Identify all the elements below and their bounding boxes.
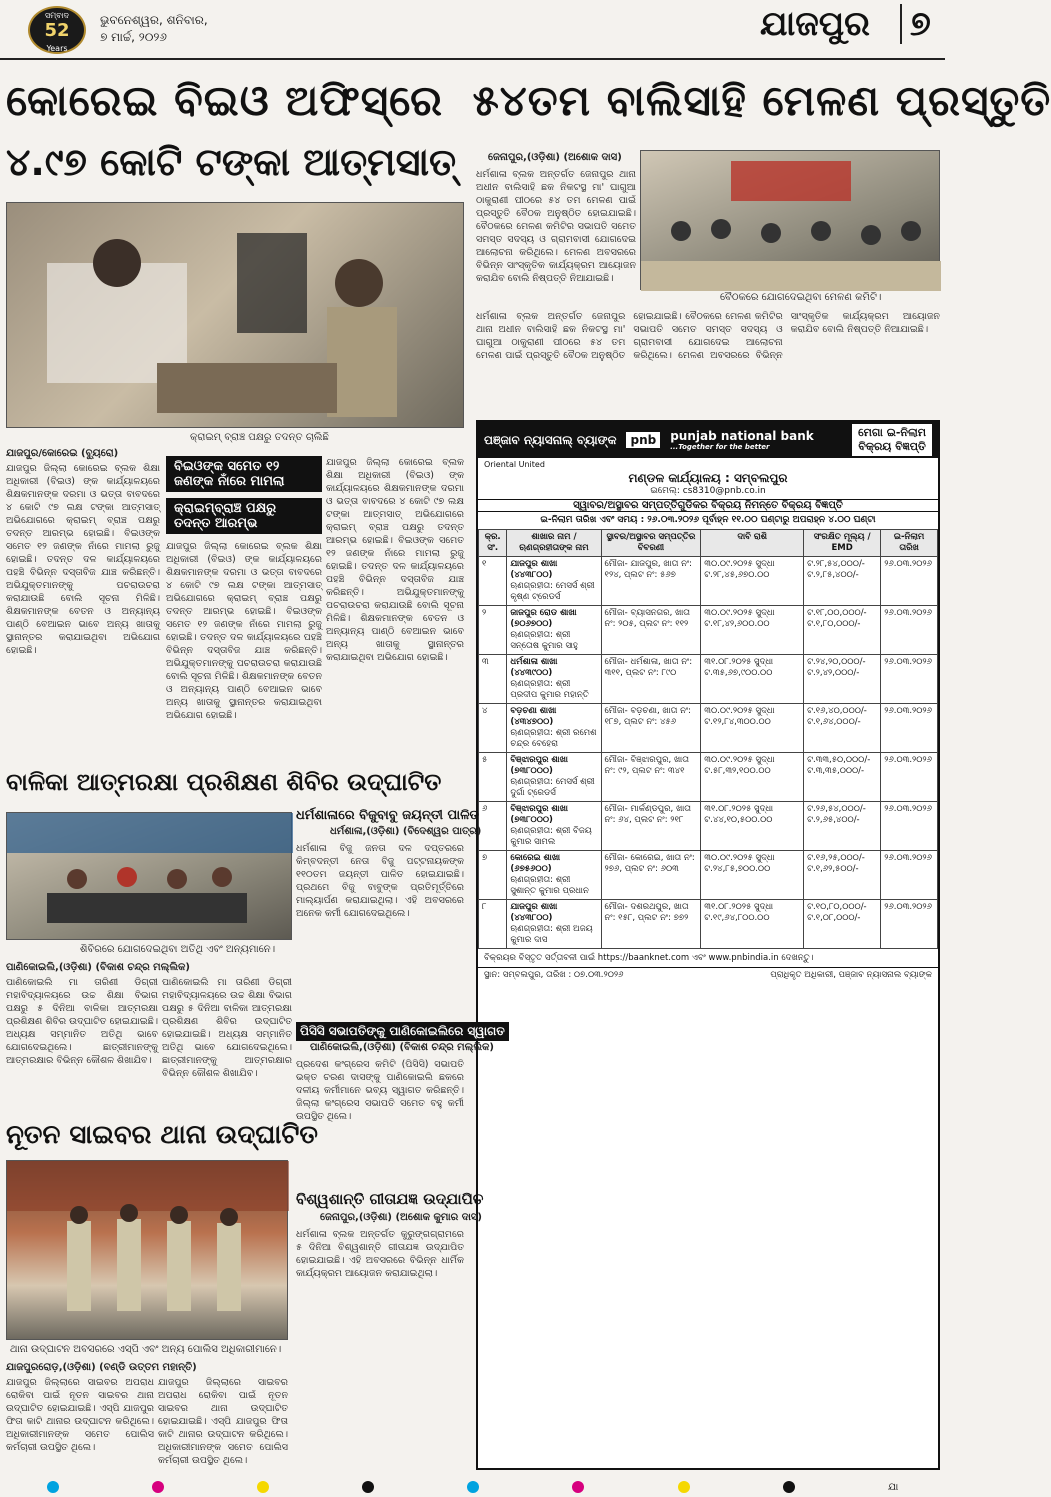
ad-borrower-name: ଋଣଗ୍ରହୀତା: ଶ୍ରୀ ରମେଶ ଚନ୍ଦ୍ର ବେହେରା — [510, 728, 597, 749]
ad-cell-reserve — [804, 900, 881, 949]
cyber-photo — [6, 1160, 288, 1340]
ad-borrower-name: ଋଣଗ୍ରହୀତା: ମେସର୍ସ ଶ୍ରୀ ଦୁର୍ଗା ଟ୍ରେଡର୍ସ — [510, 777, 595, 798]
pcc-headline: ପିସିସି ସଭାପତିଙ୍କୁ ପାଣିକୋଇଲିରେ ସ୍ୱାଗତ — [296, 1022, 509, 1041]
reg-mark-cyan-2 — [467, 1481, 479, 1493]
ad-bank-english-text: punjab national bank — [670, 429, 814, 443]
ad-notice-title-1: ମେଗା ଇ-ନିଲାମ — [858, 426, 926, 439]
ad-cell-reserve — [804, 753, 881, 802]
ad-emd: ଟ.୨,୮୫,୪୦୦/- — [807, 570, 859, 580]
registration-marks — [0, 1478, 945, 1496]
lead-box-2-text: କ୍ରାଇମ୍‌ବ୍ରାଞ୍ଚ ପକ୍ଷରୁ ତଦନ୍ତ ଆରମ୍ଭ — [166, 498, 322, 534]
ad-cell-branch — [507, 900, 601, 949]
masthead-logo — [28, 6, 86, 54]
masthead-years-label: Years — [46, 44, 68, 53]
ad-cell-no: ୪ — [479, 704, 507, 753]
pcc-byline: ପାଣିକୋଇଲି,(ଓଡ଼ିଶା) (ବିକାଶ ଚନ୍ଦ୍ର ମଲ୍ଲିକ) — [310, 1042, 494, 1053]
ad-emd: ଟ.୩,୩୫,୦୦୦/- — [807, 766, 865, 776]
self-defence-body: ପାଣିକୋଇଲି ମା ତାରିଣୀ ଡିଗ୍ରୀ ମହାବିଦ୍ୟାଳୟରେ ଉଚ୍ଚ ଶିକ୍ଷା ବିଭାଗ ପକ୍ଷରୁ ୫ ଦିନିଆ ବାଳିକା ଆତ୍ମରକ୍ଷା ପ୍ରଶିକ୍ଷଣ ଶିବିର ଉଦ୍‌ଘାଟିତ ହୋଇଯାଇଛି। ଅଧ୍ୟକ୍ଷ ସମ୍ମାନିତ ଅତିଥି ଭାବେ ଯୋଗଦେଇଥିଲେ। ଛାତ୍ରୀମାନଙ୍କୁ ଆତ୍ମରକ୍ଷାର ବିଭିନ୍ନ କୌଶଳ ଶିଖାଯିବ। — [6, 977, 158, 1066]
ad-emd: ଟ.୨,୪୨,୦୦୦/- — [807, 668, 860, 678]
ad-cell-no: ୮ — [479, 900, 507, 949]
ad-table-row — [479, 606, 938, 655]
ad-signatory: ପ୍ରାଧିକୃତ ଅଧିକାରୀ, ପଞ୍ଜାବ ନ୍ୟାସନାଲ ବ୍ୟାଙ୍କ — [770, 970, 932, 980]
self-defence-headline: ବାଳିକା ଆତ୍ମରକ୍ଷା ପ୍ରଶିକ୍ଷଣ ଶିବିର ଉଦ୍‌ଘାଟିତ — [6, 768, 442, 796]
ad-cell-dues: ୩୧.୦୮.୨୦୨୫ ସୁଦ୍ଧା ଟ.୪୪,୧୦,୫୦୦.୦୦ — [701, 802, 804, 851]
bijubabu-body: ଧର୍ମଶାଳା ବିଜୁ ଜନତା ଦଳ ଦପ୍ତରରେ କିମ୍ବଦନ୍ତୀ ନେତା ବିଜୁ ପଟ୍ଟନାୟକଙ୍କ ୧୧୦ତମ ଜୟନ୍ତୀ ପାଳିତ ହୋଇଯାଇଛି। ପ୍ରଥମେ ବିଜୁ ବାବୁଙ୍କ ପ୍ରତିମୂର୍ତ୍ତିରେ ମାଲ୍ୟାର୍ପଣ କରାଯାଇଥିଲା। ଏହି ଅବସରରେ ଅନେକ କର୍ମୀ ଯୋଗଦେଇଥିଲେ। — [296, 843, 464, 919]
ad-table-row — [479, 557, 938, 606]
ad-cell-branch — [507, 802, 601, 851]
ad-cell-no: ୫ — [479, 753, 507, 802]
lead-box-1 — [166, 456, 322, 492]
ad-col-dues: ଦାବି ରାଶି — [701, 530, 804, 557]
ad-cell-date: ୨୬.୦୩.୨୦୨୬ — [881, 900, 938, 949]
dateline-line2: ୭ ମାର୍ଚ୍ଚ, ୨୦୨୬ — [100, 30, 167, 44]
lead-photo-caption: କ୍ରାଇମ୍ ବ୍ରାଞ୍ଚ ପକ୍ଷରୁ ତଦନ୍ତ ଚାଲିଛି — [190, 432, 329, 443]
ad-cell-reserve — [804, 704, 881, 753]
ad-branch-name: ଯାଜପୁର ଶାଖା (୪୪୩୮୦୦) — [510, 902, 558, 923]
cyber-body: ଯାଜପୁର ଜିଲ୍ଲାରେ ସାଇବର ଅପରାଧ ରୋକିବା ପାଇଁ ନୂତନ ସାଇବର ଥାନା ଉଦ୍‌ଘାଟିତ ହୋଇଯାଇଛି। ଏସ୍‌ପି ଯାଜପୁର ଫିତା କାଟି ଥାନାର ଉଦ୍‌ଘାଟନ କରିଥିଲେ। ଅଧିକାରୀମାନଙ୍କ ସମେତ ପୋଲିସ କର୍ମଚାରୀ ଉପସ୍ଥିତ ଥିଲେ। — [6, 1377, 154, 1453]
lead-body: ଯାଜପୁର ଜିଲ୍ଲା କୋରେଇ ବ୍ଲକ ଶିକ୍ଷା ଅଧିକାରୀ (ବିଇଓ) ଙ୍କ କାର୍ଯ୍ୟାଳୟରେ ଶିକ୍ଷକମାନଙ୍କ ଦରମା ଓ ଭତ୍ତା ବାବଦରେ ୪ କୋଟି ୯୭ ଲକ୍ଷ ଟଙ୍କା ଆତ୍ମସାତ୍ ଅଭିଯୋଗରେ କ୍ରାଇମ୍ ବ୍ରାଞ୍ଚ ପକ୍ଷରୁ ତଦନ୍ତ ଆରମ୍ଭ ହୋଇଛି। ବିଇଓଙ୍କ ସମେତ ୧୨ ଜଣଙ୍କ ନାଁରେ ମାମଲା ରୁଜୁ ହୋଇଛି। ତଦନ୍ତ ଦଳ କାର୍ଯ୍ୟାଳୟରେ ପହଞ୍ଚି ବିଭିନ୍ନ ଦସ୍ତାବିଜ ଯାଞ୍ଚ କରିଛନ୍ତି। ଅଭିଯୁକ୍ତମାନଙ୍କୁ ପଚରାଉଚରା କରାଯାଉଛି ବୋଲି ସୂଚନା ମିଳିଛି। ଶିକ୍ଷକମାନଙ୍କ ବେତନ ଓ ଅନ୍ୟାନ୍ୟ ପାଣ୍ଠି ବେଆଇନ ଭାବେ ଅନ୍ୟ ଖାତାକୁ ସ୍ଥାନାନ୍ତର କରାଯାଇଥିବା ଅଭିଯୋଗ ହୋଇଛି। — [6, 463, 160, 656]
cyber-caption: ଥାନା ଉଦ୍‌ଘାଟନ ଅବସରରେ ଏସ୍‌ପି ଏବଂ ଅନ୍ୟ ପୋଲିସ ଅଧିକାରୀମାନେ। — [10, 1344, 282, 1355]
lead-photo-illustration — [7, 203, 465, 429]
ad-cell-property: ମୌଜା- ଧର୍ମଶାଳା, ଖାତା ନଂ: ୩୧୧, ପ୍ଲଟ ନଂ: ୮୯୦ — [601, 655, 701, 704]
self-defence-caption: ଶିବିରରେ ଯୋଗଦେଇଥିବା ଅତିଥି ଏବଂ ଅନ୍ୟମାନେ। — [80, 944, 276, 955]
self-defence-byline: ପାଣିକୋଇଲି,(ଓଡ଼ିଶା) (ବିକାଶ ଚନ୍ଦ୍ର ମଲ୍ଲିକ) — [6, 962, 190, 973]
cyber-body-2: ଯାଜପୁର ଜିଲ୍ଲାରେ ସାଇବର ଅପରାଧ ରୋକିବା ପାଇଁ ନୂତନ ସାଇବର ଥାନା ଉଦ୍‌ଘାଟିତ ହୋଇଯାଇଛି। ଏସ୍‌ପି ଯାଜପୁର ଫିତା କାଟି ଥାନାର ଉଦ୍‌ଘାଟନ କରିଥିଲେ। ଅଧିକାରୀମାନଙ୍କ ସମେତ ପୋଲିସ କର୍ମଚାରୀ ଉପସ୍ଥିତ ଥିଲେ। — [158, 1377, 288, 1466]
ad-bank-odia: ପଞ୍ଜାବ ନ୍ୟାସନାଲ୍ ବ୍ୟାଙ୍କ — [484, 432, 617, 447]
lead-box-1-text: ବିଇଓଙ୍କ ସମେତ ୧୨ ଜଣଙ୍କ ନାଁରେ ମାମଲା — [166, 456, 322, 492]
bijubabu-headline: ଧର୍ମଶାଳାରେ ବିଜୁବାବୁ ଜୟନ୍ତୀ ପାଳିତ — [296, 808, 479, 823]
gita-body: ଧର୍ମଶାଳା ବ୍ଲକ ଅନ୍ତର୍ଗତ କୁରୁଙ୍ଗଗ୍ରାମରେ ୫ ଦିନିଆ ବିଶ୍ୱଶାନ୍ତି ଗୀତାଯଜ୍ଞ ଉଦ୍‌ଯାପିତ ହୋଇଯାଇଛି। ଏହି ଅବସରରେ ବିଭିନ୍ନ ଧାର୍ମିକ କାର୍ଯ୍ୟକ୍ରମ ଆୟୋଜନ କରାଯାଇଥିଲା। — [296, 1229, 464, 1279]
ad-table-row — [479, 655, 938, 704]
ad-branch-name: ଧର୍ମଶାଳା ଶାଖା (୪୪୩୯୦୦) — [510, 657, 558, 678]
ad-notice-title-2: ବିକ୍ରୟ ବିଜ୍ଞପ୍ତି — [858, 440, 926, 453]
ad-emd: ଟ.୧,୬୨,୫୦୦/- — [807, 864, 859, 874]
balisahi-photo-illustration — [641, 151, 941, 291]
ad-table-body — [479, 557, 938, 949]
ad-cell-branch — [507, 606, 601, 655]
ad-reserve-price: ଟ.୨୮,୫୪,୦୦୦/- — [807, 559, 865, 569]
ad-merged-banks: Oriental United — [484, 460, 545, 469]
ad-col-property: ସ୍ଥାବର/ଅସ୍ଥାବର ସମ୍ପତ୍ତିର ବିବରଣୀ — [601, 530, 701, 557]
dateline — [100, 12, 208, 46]
ad-branch-name: ବଡ଼ଚଣା ଶାଖା (୪୩୪୭୦୦) — [510, 706, 557, 727]
ad-col-date: ଇ-ନିଲାମ ତାରିଖ — [881, 530, 938, 557]
ad-reserve-price: ଟ.୨୪,୨୦,୦୦୦/- — [807, 657, 866, 667]
reg-mark-yellow — [257, 1481, 269, 1493]
ad-branch-name: ଯାଜପୁର ଶାଖା (୪୪୩୮୦୦) — [510, 559, 558, 580]
ad-bank-english — [670, 429, 814, 451]
ad-table-row — [479, 802, 938, 851]
pnb-logo-icon: pnb — [626, 432, 660, 448]
ad-col-reserve: ସଂରକ୍ଷିତ ମୂଲ୍ୟ / EMD — [804, 530, 881, 557]
ad-cell-date: ୨୬.୦୩.୨୦୨୬ — [881, 557, 938, 606]
ad-cell-property: ମୌଜା- ବଡ଼ଚଣା, ଖାତା ନଂ: ୧୮୭, ପ୍ଲଟ ନଂ: ୪୫୬ — [601, 704, 701, 753]
ad-cell-no: ୭ — [479, 851, 507, 900]
page-code: ଯା — [887, 1481, 899, 1493]
self-defence-body-2: ପାଣିକୋଇଲି ମା ତାରିଣୀ ଡିଗ୍ରୀ ମହାବିଦ୍ୟାଳୟରେ ଉଚ୍ଚ ଶିକ୍ଷା ବିଭାଗ ପକ୍ଷରୁ ୫ ଦିନିଆ ବାଳିକା ଆତ୍ମରକ୍ଷା ପ୍ରଶିକ୍ଷଣ ଶିବିର ଉଦ୍‌ଘାଟିତ ହୋଇଯାଇଛି। ଅଧ୍ୟକ୍ଷ ସମ୍ମାନିତ ଅତିଥି ଭାବେ ଯୋଗଦେଇଥିଲେ। ଛାତ୍ରୀମାନଙ୍କୁ ଆତ୍ମରକ୍ଷାର ବିଭିନ୍ନ କୌଶଳ ଶିଖାଯିବ। — [162, 977, 292, 1079]
ad-cell-dues: ୩୧.୦୮.୨୦୨୫ ସୁଦ୍ଧା ଟ.୧୯,୬୪,୮୦୦.୦୦ — [701, 900, 804, 949]
ad-reserve-price: ଟ.୨୬,୫୪,୦୦୦/- — [807, 804, 866, 814]
ad-cell-branch — [507, 753, 601, 802]
ad-cell-no: ୩ — [479, 655, 507, 704]
balisahi-headline: ୫୪ତମ ବାଲିସାହି ମେଳଣ ପ୍ରସ୍ତୁତି — [472, 76, 1051, 125]
gita-headline: ବିଶ୍ୱଶାନ୍ତି ଗୀତାଯଜ୍ଞ ଉଦ୍‌ଯାପିତ — [296, 1190, 484, 1208]
self-defence-photo-illustration — [7, 813, 293, 941]
ad-cell-branch — [507, 655, 601, 704]
balisahi-photo-caption: ବୈଠକରେ ଯୋଗଦେଇଥିବା ମେଳଣ କମିଟି। — [720, 292, 882, 303]
ad-cell-dues: ୩୦.୦୯.୨୦୨୫ ସୁଦ୍ଧା ଟ.୨୪,୮୫,୭୦୦.୦୦ — [701, 851, 804, 900]
gita-byline: ଜେନାପୁର,(ଓଡ଼ିଶା) (ଅଶୋକ କୁମାର ଦାସ) — [320, 1212, 482, 1223]
ad-reserve-price: ଟ.୧୬,୨୫,୦୦୦/- — [807, 853, 865, 863]
reg-mark-cyan — [47, 1481, 59, 1493]
ad-cell-property: ମୌଜା- ବ୍ୟାସନଗର, ଖାତା ନଂ: ୨୦୫, ପ୍ଲଟ ନଂ: ୧୧୨ — [601, 606, 701, 655]
reg-mark-magenta — [152, 1481, 164, 1493]
ad-cell-date: ୨୬.୦୩.୨୦୨୬ — [881, 606, 938, 655]
ad-emd: ଟ.୧,୮୦,୦୦୦/- — [807, 619, 861, 629]
ad-cell-reserve — [804, 802, 881, 851]
bijubabu-byline: ଧର୍ମଶାଳା,(ଓଡ଼ିଶା) (ବିଦେଶ୍ୱର ପାତ୍ର) — [330, 826, 482, 837]
masthead-years: 52 — [44, 20, 70, 41]
ad-cell-branch — [507, 851, 601, 900]
cyber-byline: ଯାଜପୁରରୋଡ଼,(ଓଡ଼ିଶା) (ବଣ୍ଡି ଉତ୍ତମ ମହାନ୍ତି) — [6, 1362, 197, 1373]
ad-footer-note: ବିକ୍ରୟର ବିସ୍ତୃତ ସର୍ତ୍ତାବଳୀ ପାଇଁ https://baanknet.com ଏବଂ www.pnbindia.in ଦେଖନ୍ତୁ। — [484, 953, 814, 963]
ad-emd: ଟ.୨,୬୫,୪୦୦/- — [807, 815, 860, 825]
ad-cell-dues: ୩୦.୦୯.୨୦୨୫ ସୁଦ୍ଧା ଟ.୫୮,୩୨,୧୦୦.୦୦ — [701, 753, 804, 802]
ad-reserve-price: ଟ.୧୦,୮୦,୦୦୦/- — [807, 902, 867, 912]
lead-byline: ଯାଜପୁର/କୋରେଇ (ବ୍ୟୁରୋ) — [6, 448, 119, 459]
ad-cell-dues: ୩୧.୦୮.୨୦୨୫ ସୁଦ୍ଧା ଟ.୩୫,୬୭,୯୦୦.୦୦ — [701, 655, 804, 704]
balisahi-photo — [640, 150, 940, 290]
ad-cell-property: ମୌଜା- ଯାଜପୁର, ଖାତା ନଂ: ୧୨୪, ପ୍ଲଟ ନଂ: ୫୬୭ — [601, 557, 701, 606]
cyber-headline: ନୂତନ ସାଇବର ଥାନା ଉଦ୍‌ଘାଟିତ — [6, 1120, 318, 1150]
ad-cell-date: ୨୬.୦୩.୨୦୨୬ — [881, 655, 938, 704]
balisahi-body: ଧର୍ମଶାଳା ବ୍ଲକ ଅନ୍ତର୍ଗତ ଜେନାପୁର ଥାନା ଅଧୀନ ବାଲିସାହି ଛକ ନିକଟସ୍ଥ ମା' ଘାଗୁଆ ଠାକୁରାଣୀ ପୀଠରେ ୫୪ ତମ ମେଳଣ ପାଇଁ ପ୍ରସ୍ତୁତି ବୈଠକ ଅନୁଷ୍ଠିତ ହୋଇଯାଇଛି। ବୈଠକରେ ମେଳଣ କମିଟିର ସଭାପତି ସମେତ ସମସ୍ତ ସଦସ୍ୟ ଓ ଗ୍ରାମବାସୀ ଯୋଗଦେଇ ଆଲୋଚନା କରିଥିଲେ। ମେଳଣ ଅବସରରେ ବିଭିନ୍ନ ସାଂସ୍କୃତିକ କାର୍ଯ୍ୟକ୍ରମ ଆୟୋଜନ କରାଯିବ ବୋଲି ନିଷ୍ପତ୍ତି ନିଆଯାଇଛି। — [476, 169, 636, 284]
ad-notice-title — [852, 424, 932, 456]
ad-table-header — [479, 530, 938, 557]
ad-auction-table — [478, 529, 938, 949]
ad-emd: ଟ.୧,୬୪,୦୦୦/- — [807, 717, 861, 727]
district-name: ଯାଜପୁର — [760, 4, 870, 44]
self-defence-photo — [6, 812, 292, 940]
ad-tagline: ...Together for the better — [670, 443, 770, 451]
masthead-brand: ସମ୍ବାଦ — [45, 11, 69, 20]
ad-cell-dues: ୩୦.୦୯.୨୦୨୫ ସୁଦ୍ଧା ଟ.୧୮,୪୨,୬୦୦.୦୦ — [701, 606, 804, 655]
ad-contact: ଇମେଲ୍: cs8310@pnb.co.in — [650, 486, 766, 496]
dateline-line1: ଭୁବନେଶ୍ୱର, ଶନିବାର, — [100, 13, 208, 27]
ad-borrower-name: ଋଣଗ୍ରହୀତା: ଶ୍ରୀ ଅଜୟ କୁମାର ଦାସ — [510, 924, 593, 945]
ad-cell-property: ମୌଜା- ମାର୍କଣ୍ଡପୁର, ଖାତା ନଂ: ୬୪, ପ୍ଲଟ ନଂ: ୨୧୮ — [601, 802, 701, 851]
ad-cell-no: ୧ — [479, 557, 507, 606]
ad-auction-date: ଇ-ନିଲାମ ତାରିଖ ଏବଂ ସମୟ : ୨୬.୦୩.୨୦୨୬ ପୂର୍ବାହ୍ନ ୧୧.୦୦ ଘଣ୍ଟାରୁ ଅପରାହ୍ନ ୪.୦୦ ଘଣ୍ଟା — [540, 515, 876, 525]
ad-cell-property: ମୌଜା- ଦଶରଥପୁର, ଖାତା ନଂ: ୧୫୮, ପ୍ଲଟ ନଂ: ୭୭୨ — [601, 900, 701, 949]
ad-table-row — [479, 851, 938, 900]
cyber-photo-illustration — [7, 1161, 289, 1341]
ad-cell-date: ୨୬.୦୩.୨୦୨୬ — [881, 753, 938, 802]
ad-reserve-price: ଟ.୧୮,୦୦,୦୦୦/- — [807, 608, 867, 618]
ad-cell-reserve — [804, 606, 881, 655]
ad-cell-dues: ୩୦.୦୯.୨୦୨୫ ସୁଦ୍ଧା ଟ.୧୨,୮୪,୩୦୦.୦୦ — [701, 704, 804, 753]
ad-cell-no: ୬ — [479, 802, 507, 851]
ad-cell-property: ମୌଜା- ବିଞ୍ଝାରପୁର, ଖାତା ନଂ: ୯୨, ପ୍ଲଟ ନଂ: ୩୪୧ — [601, 753, 701, 802]
ad-table-row — [479, 900, 938, 949]
ad-cell-no: ୨ — [479, 606, 507, 655]
ad-cell-branch — [507, 704, 601, 753]
page-number: ୭ — [900, 4, 931, 44]
lead-headline-korei: କୋରେଇ ବିଇଓ ଅଫିସ୍‌ରେ — [6, 76, 443, 125]
ad-col-no: କ୍ର. ସଂ. — [479, 530, 507, 557]
ad-office: ମଣ୍ଡଳ କାର୍ଯ୍ୟାଳୟ : ସମ୍ବଲପୁର — [628, 471, 788, 485]
ad-borrower-name: ଋଣଗ୍ରହୀତା: ଶ୍ରୀ ବିଜୟ କୁମାର ସାମଲ — [510, 826, 592, 847]
lead-headline-2: ୪.୯୭ କୋଟି ଟଙ୍କା ଆତ୍ମସାତ୍ — [6, 140, 457, 184]
ad-cell-date: ୨୬.୦୩.୨୦୨୬ — [881, 851, 938, 900]
lead-body-continued: ଯାଜପୁର ଜିଲ୍ଲା କୋରେଇ ବ୍ଲକ ଶିକ୍ଷା ଅଧିକାରୀ (ବିଇଓ) ଙ୍କ କାର୍ଯ୍ୟାଳୟରେ ଶିକ୍ଷକମାନଙ୍କ ଦରମା ଓ ଭତ୍ତା ବାବଦରେ ୪ କୋଟି ୯୭ ଲକ୍ଷ ଟଙ୍କା ଆତ୍ମସାତ୍ ଅଭିଯୋଗରେ କ୍ରାଇମ୍ ବ୍ରାଞ୍ଚ ପକ୍ଷରୁ ତଦନ୍ତ ଆରମ୍ଭ ହୋଇଛି। ବିଇଓଙ୍କ ସମେତ ୧୨ ଜଣଙ୍କ ନାଁରେ ମାମଲା ରୁଜୁ ହୋଇଛି। ତଦନ୍ତ ଦଳ କାର୍ଯ୍ୟାଳୟରେ ପହଞ୍ଚି ବିଭିନ୍ନ ଦସ୍ତାବିଜ ଯାଞ୍ଚ କରିଛନ୍ତି। ଅଭିଯୁକ୍ତମାନଙ୍କୁ ପଚରାଉଚରା କରାଯାଉଛି ବୋଲି ସୂଚନା ମିଳିଛି। ଶିକ୍ଷକମାନଙ୍କ ବେତନ ଓ ଅନ୍ୟାନ୍ୟ ପାଣ୍ଠି ବେଆଇନ ଭାବେ ଅନ୍ୟ ଖାତାକୁ ସ୍ଥାନାନ୍ତର କରାଯାଇଥିବା ଅଭିଯୋଗ ହୋଇଛି। — [166, 541, 322, 721]
reg-mark-black-2 — [783, 1481, 795, 1493]
ad-cell-date: ୨୬.୦୩.୨୦୨୬ — [881, 802, 938, 851]
lead-headline-1 — [6, 76, 1051, 126]
ad-subject: ସ୍ୱାବର/ଅସ୍ଥାବର ସମ୍ପତ୍ତିଗୁଡିକର ବିକ୍ରୟ ନିମନ୍ତେ ବିକ୍ରୟ ବିଜ୍ଞପ୍ତି — [478, 499, 938, 512]
ad-cell-reserve — [804, 851, 881, 900]
lead-body-column-3: ଯାଜପୁର ଜିଲ୍ଲା କୋରେଇ ବ୍ଲକ ଶିକ୍ଷା ଅଧିକାରୀ (ବିଇଓ) ଙ୍କ କାର୍ଯ୍ୟାଳୟରେ ଶିକ୍ଷକମାନଙ୍କ ଦରମା ଓ ଭତ୍ତା ବାବଦରେ ୪ କୋଟି ୯୭ ଲକ୍ଷ ଟଙ୍କା ଆତ୍ମସାତ୍ ଅଭିଯୋଗରେ କ୍ରାଇମ୍ ବ୍ରାଞ୍ଚ ପକ୍ଷରୁ ତଦନ୍ତ ଆରମ୍ଭ ହୋଇଛି। ବିଇଓଙ୍କ ସମେତ ୧୨ ଜଣଙ୍କ ନାଁରେ ମାମଲା ରୁଜୁ ହୋଇଛି। ତଦନ୍ତ ଦଳ କାର୍ଯ୍ୟାଳୟରେ ପହଞ୍ଚି ବିଭିନ୍ନ ଦସ୍ତାବିଜ ଯାଞ୍ଚ କରିଛନ୍ତି। ଅଭିଯୁକ୍ତମାନଙ୍କୁ ପଚରାଉଚରା କରାଯାଉଛି ବୋଲି ସୂଚନା ମିଳିଛି। ଶିକ୍ଷକମାନଙ୍କ ବେତନ ଓ ଅନ୍ୟାନ୍ୟ ପାଣ୍ଠି ବେଆଇନ ଭାବେ ଅନ୍ୟ ଖାତାକୁ ସ୍ଥାନାନ୍ତର କରାଯାଇଥିବା ଅଭିଯୋଗ ହୋଇଛି। — [326, 457, 464, 663]
ad-branch-name: କୋରେଇ ଶାଖା (୬୭୫୬୦୦) — [510, 853, 561, 874]
ad-cell-dues: ୩୦.୦୯.୨୦୨୫ ସୁଦ୍ଧା ଟ.୨୮,୪୫,୬୭୦.୦୦ — [701, 557, 804, 606]
ad-borrower-name: ଋଣଗ୍ରହୀତା: ଶ୍ରୀ ପ୍ରଦୀପ କୁମାର ମହାନ୍ତି — [510, 679, 589, 700]
ad-borrower-name: ଋଣଗ୍ରହୀତା: ଶ୍ରୀ ସୁଶାନ୍ତ କୁମାର ପ୍ରଧାନ — [510, 875, 589, 896]
ad-reserve-price: ଟ.୧୬,୪୦,୦୦୦/- — [807, 706, 867, 716]
ad-signature-row — [478, 967, 938, 982]
ad-cell-reserve — [804, 557, 881, 606]
ad-borrower-name: ଋଣଗ୍ରହୀତା: ଶ୍ରୀ ସନ୍ତୋଷ କୁମାର ସାହୁ — [510, 630, 578, 651]
reg-mark-yellow-2 — [678, 1481, 690, 1493]
reg-mark-black — [362, 1481, 374, 1493]
ad-cell-property: ମୌଜା- କୋରେଇ, ଖାତା ନଂ: ୨୭୬, ପ୍ଲଟ ନଂ: ୬୦୩ — [601, 851, 701, 900]
balisahi-byline: ଜେନାପୁର,(ଓଡ଼ିଶା) (ଅଶୋକ ଦାସ) — [488, 152, 622, 163]
masthead-rule — [0, 58, 945, 60]
ad-col-branch: ଶାଖାର ନାମ / ଋଣଗ୍ରହୀତାଙ୍କ ନାମ — [507, 530, 601, 557]
ad-cell-reserve — [804, 655, 881, 704]
ad-branch-name: ବିଞ୍ଝାରପୁର ଶାଖା (୭୩୮୦୦୦) — [510, 804, 568, 825]
balisahi-body-continued: ଧର୍ମଶାଳା ବ୍ଲକ ଅନ୍ତର୍ଗତ ଜେନାପୁର ଥାନା ଅଧୀନ ବାଲିସାହି ଛକ ନିକଟସ୍ଥ ମା' ଘାଗୁଆ ଠାକୁରାଣୀ ପୀଠରେ ୫୪ ତମ ମେଳଣ ପାଇଁ ପ୍ରସ୍ତୁତି ବୈଠକ ଅନୁଷ୍ଠିତ ହୋଇଯାଇଛି। ବୈଠକରେ ମେଳଣ କମିଟିର ସଭାପତି ସମେତ ସମସ୍ତ ସଦସ୍ୟ ଓ ଗ୍ରାମବାସୀ ଯୋଗଦେଇ ଆଲୋଚନା କରିଥିଲେ। ମେଳଣ ଅବସରରେ ବିଭିନ୍ନ ସାଂସ୍କୃତିକ କାର୍ଯ୍ୟକ୍ରମ ଆୟୋଜନ କରାଯିବ ବୋଲି ନିଷ୍ପତ୍ତି ନିଆଯାଇଛି। — [476, 311, 940, 361]
ad-cell-branch — [507, 557, 601, 606]
ad-table-row — [479, 753, 938, 802]
ad-place-date: ସ୍ଥାନ: ସମ୍ବଲପୁର, ତାରିଖ : ୦୭.୦୩.୨୦୨୬ — [484, 970, 624, 980]
ad-cell-date: ୨୬.୦୩.୨୦୨୬ — [881, 704, 938, 753]
lead-box-2 — [166, 498, 322, 534]
lead-photo — [6, 202, 464, 428]
ad-borrower-name: ଋଣଗ୍ରହୀତା: ମେସର୍ସ ଶ୍ରୀ କୃଷ୍ଣ ଟ୍ରେଡର୍ସ — [510, 581, 595, 602]
ad-header — [478, 422, 938, 458]
pnb-auction-notice — [476, 420, 940, 1470]
reg-mark-magenta-2 — [572, 1481, 584, 1493]
ad-emd: ଟ.୧,୦୮,୦୦୦/- — [807, 913, 861, 923]
ad-table-row — [479, 704, 938, 753]
pcc-body: ପ୍ରଦେଶ କଂଗ୍ରେସ କମିଟି (ପିସିସି) ସଭାପତି ଭକ୍ତ ଚରଣ ଦାସଙ୍କୁ ପାଣିକୋଇଲି ଛକରେ ଦଳୀୟ କର୍ମୀମାନେ ଭବ୍ୟ ସ୍ୱାଗତ କରିଛନ୍ତି। ଜିଲ୍ଲା କଂଗ୍ରେସ ସଭାପତି ସମେତ ବହୁ କର୍ମୀ ଉପସ୍ଥିତ ଥିଲେ। — [296, 1059, 464, 1122]
ad-reserve-price: ଟ.୩୩,୫୦,୦୦୦/- — [807, 755, 871, 765]
ad-branch-name: ଜାଜପୁର ରୋଡ ଶାଖା (୭୦୬୭୦୦) — [510, 608, 577, 629]
ad-branch-name: ବିଞ୍ଝାରପୁର ଶାଖା (୭୩୮୦୦୦) — [510, 755, 568, 776]
